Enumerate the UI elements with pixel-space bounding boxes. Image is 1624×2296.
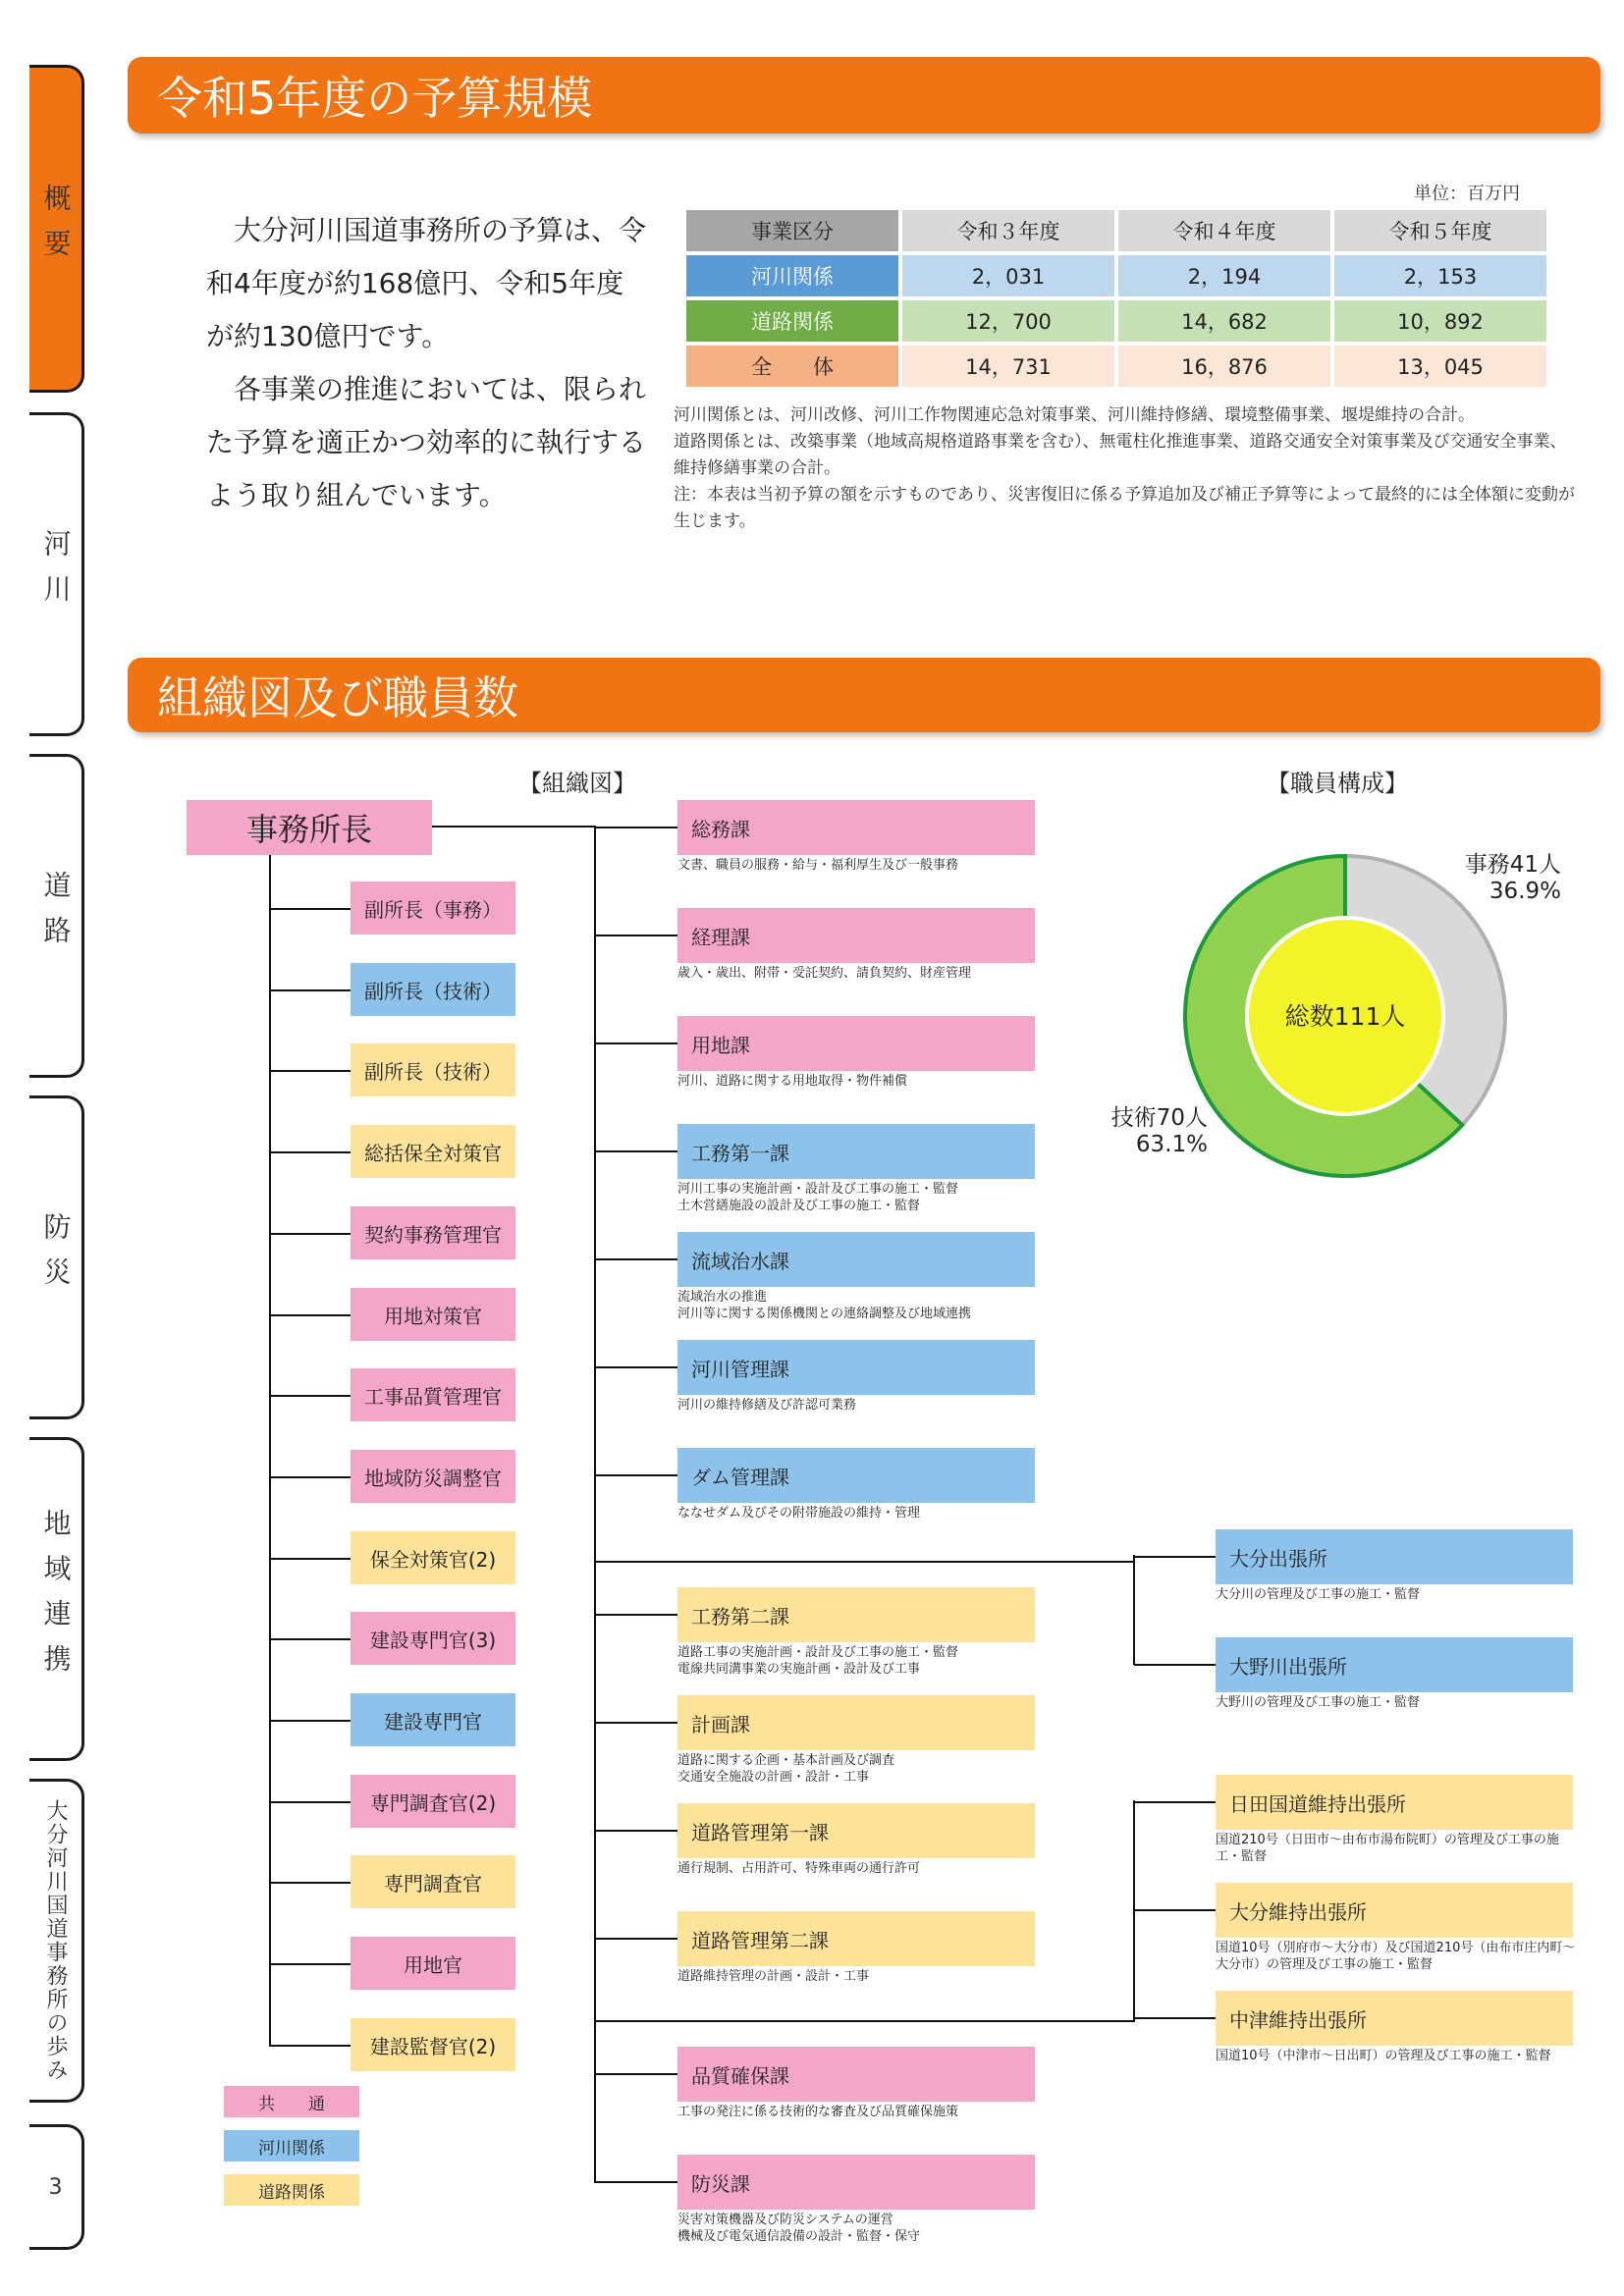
connector-line <box>270 989 351 991</box>
connector-line <box>269 855 271 2047</box>
sub-position-box: 建設専門官 <box>351 1693 515 1746</box>
sidebar-tab-label: 道路 <box>39 871 73 961</box>
pie-label-office <box>1414 846 1561 904</box>
connector-line <box>595 1474 677 1476</box>
sidebar-tab-community[interactable] <box>29 1437 84 1761</box>
connector-line <box>595 1614 677 1616</box>
branch-office-box: 中津維持出張所 <box>1216 1991 1573 2046</box>
legend-item-common: 共 通 <box>224 2086 359 2117</box>
sidebar-tab-label: 概要 <box>39 184 73 274</box>
table-cell: 2，153 <box>1334 255 1546 296</box>
connector-line <box>270 1476 351 1478</box>
branch-office-description: 国道210号（日田市～由布市湯布院町）の管理及び工事の施工・監督 <box>1216 1833 1559 1864</box>
department-description: 道路に関する企画・基本計画及び調査 交通安全施設の計画・設計・工事 <box>677 1753 895 1785</box>
note-line: 道路関係とは、改築事業（地域高規格道路事業を含む）、無電柱化推進事業、道路交通安全対策事業及び交通安全事業、維持修繕事業の合計。 <box>674 432 1567 478</box>
table-header: 令和４年度 <box>1118 210 1330 251</box>
connector-line <box>595 934 677 936</box>
note-line: 河川関係とは、河川改修、河川工作物関連応急対策事業、河川維持修繕、環境整備事業、堰堤維持の合計。 <box>674 405 1475 425</box>
connector-line <box>595 1366 677 1368</box>
sidebar-tab-label: 地域連携 <box>39 1509 73 1689</box>
branch-office-description: 国道10号（別府市～大分市）及び国道210号（由布市庄内町～大分市）の管理及び工事の施工・監督 <box>1216 1941 1576 1972</box>
sidebar-tab-label: 防災 <box>39 1212 73 1303</box>
connector-line <box>595 2020 1135 2022</box>
pie-label-tech-percent: 63.1% <box>1135 1132 1208 1157</box>
department-box: 品質確保課 <box>677 2047 1035 2102</box>
sub-position-box: 用地対策官 <box>351 1288 515 1341</box>
sub-position-box: 保全対策官(2) <box>351 1531 515 1584</box>
table-cell: 2，194 <box>1118 255 1330 296</box>
org-head-box: 事務所長 <box>187 800 432 855</box>
connector-line <box>270 1720 351 1722</box>
sidebar-tab-river[interactable] <box>29 412 84 736</box>
connector-line <box>270 1963 351 1965</box>
table-header: 令和３年度 <box>902 210 1114 251</box>
connector-line <box>1134 1556 1216 1558</box>
sub-position-box: 工事品質管理官 <box>351 1368 515 1421</box>
department-description: 文書、職員の服務・給与・福利厚生及び一般事務 <box>677 858 959 873</box>
row-label: 全 体 <box>686 346 898 387</box>
sub-position-box: 総括保全対策官 <box>351 1125 515 1178</box>
department-description: 道路工事の実施計画・設計及び工事の施工・監督 電線共同溝事業の実施計画・設計及び工事 <box>677 1645 959 1677</box>
connector-line <box>270 1070 351 1072</box>
sidebar-tab-disaster[interactable] <box>29 1095 84 1419</box>
table-header: 事業区分 <box>686 210 898 251</box>
intro-paragraph: 各事業の推進においては、限られた予算を適正かつ効率的に執行するよう取り組んでいます。 <box>206 373 647 511</box>
sidebar-tab-history[interactable] <box>29 1779 84 2103</box>
sub-position-box: 副所長（事務） <box>351 881 515 934</box>
sub-position-box: 専門調査官(2) <box>351 1775 515 1828</box>
legend-item-road: 道路関係 <box>224 2174 359 2206</box>
table-cell: 16，876 <box>1118 346 1330 387</box>
connector-line <box>595 1150 677 1152</box>
connector-line <box>270 1233 351 1235</box>
table-header-row <box>686 210 1546 251</box>
budget-intro <box>206 204 648 522</box>
page-number-tab <box>29 2124 84 2250</box>
department-box: 用地課 <box>677 1016 1035 1071</box>
pie-label-office-name: 事務41人 <box>1464 852 1561 878</box>
pie-label-tech <box>1060 1099 1208 1157</box>
department-box: ダム管理課 <box>677 1448 1035 1503</box>
connector-line <box>595 1561 1135 1563</box>
sidebar-tab-label: 大分河川国道事務所の歩み <box>43 1799 68 2082</box>
connector-line <box>270 1314 351 1316</box>
department-description: 河川工事の実施計画・設計及び工事の施工・監督 土木営繕施設の設計及び工事の施工・監督 <box>677 1182 959 1213</box>
budget-section-title: 令和5年度の予算規模 <box>128 57 1600 133</box>
department-box: 経理課 <box>677 908 1035 963</box>
connector-line <box>1134 1801 1216 1803</box>
connector-line <box>595 1830 677 1832</box>
department-box: 工務第一課 <box>677 1124 1035 1179</box>
note-line: 注：本表は当初予算の額を示すものであり、災害復旧に係る予算追加及び補正予算等によって最終的には全体額に変動が生じます。 <box>674 485 1575 531</box>
sub-position-box: 専門調査官 <box>351 1855 515 1908</box>
table-row <box>686 300 1546 342</box>
connector-line <box>595 1938 677 1940</box>
connector-line <box>270 1638 351 1640</box>
department-description: 通行規制、占用許可、特殊車両の通行許可 <box>677 1861 921 1876</box>
branch-office-box: 大野川出張所 <box>1216 1637 1573 1692</box>
branch-office-description: 大野川の管理及び工事の施工・監督 <box>1216 1695 1421 1710</box>
department-box: 道路管理第一課 <box>677 1803 1035 1858</box>
table-cell: 10，892 <box>1334 300 1546 342</box>
branch-office-box: 大分維持出張所 <box>1216 1883 1573 1938</box>
sidebar-tab-road[interactable] <box>29 754 84 1078</box>
department-box: 工務第二課 <box>677 1587 1035 1642</box>
connector-line <box>1134 1664 1216 1666</box>
table-row <box>686 255 1546 296</box>
table-header: 令和５年度 <box>1334 210 1546 251</box>
department-description: 河川の維持修繕及び許認可業務 <box>677 1398 857 1413</box>
sidebar-tab-label: 河川 <box>39 529 73 619</box>
department-description: 河川、道路に関する用地取得・物件補償 <box>677 1074 908 1089</box>
connector-line <box>595 1722 677 1724</box>
connector-line <box>270 1558 351 1560</box>
connector-line <box>270 908 351 910</box>
budget-notes <box>674 402 1577 535</box>
sidebar-tab-overview[interactable] <box>29 65 84 393</box>
pie-label-tech-name: 技術70人 <box>1110 1105 1208 1131</box>
connector-line <box>1133 1800 1135 2022</box>
branch-office-description: 大分川の管理及び工事の施工・監督 <box>1216 1587 1421 1602</box>
connector-line <box>270 1151 351 1153</box>
department-box: 流域治水課 <box>677 1232 1035 1287</box>
department-box: 計画課 <box>677 1695 1035 1750</box>
connector-line <box>594 826 596 2183</box>
department-description: 工事の発注に係る技術的な審査及び品質確保施策 <box>677 2105 959 2119</box>
intro-paragraph: 大分河川国道事務所の予算は、令和4年度が約168億円、令和5年度が約130億円です。 <box>206 214 647 352</box>
connector-line <box>595 2181 677 2183</box>
department-box: 道路管理第二課 <box>677 1911 1035 1966</box>
table-row <box>686 346 1546 387</box>
department-description: 歳入・歳出、附帯・受託契約、請負契約、財産管理 <box>677 966 972 981</box>
sub-position-box: 契約事務管理官 <box>351 1206 515 1259</box>
sub-position-box: 地域防災調整官 <box>351 1450 515 1503</box>
legend-item-river: 河川関係 <box>224 2130 359 2162</box>
budget-table <box>682 206 1550 391</box>
connector-line <box>270 1395 351 1397</box>
department-description: 道路維持管理の計画・設計・工事 <box>677 1969 870 1984</box>
sub-position-box: 用地官 <box>351 1937 515 1990</box>
department-box: 防災課 <box>677 2155 1035 2210</box>
branch-office-box: 大分出張所 <box>1216 1529 1573 1584</box>
table-cell: 2，031 <box>902 255 1114 296</box>
connector-line <box>270 1882 351 1884</box>
connector-line <box>270 1801 351 1803</box>
department-box: 総務課 <box>677 800 1035 855</box>
sub-position-box: 副所長（技術） <box>351 963 515 1016</box>
connector-line <box>595 827 677 828</box>
pie-label-office-percent: 36.9% <box>1489 879 1561 904</box>
department-description: 流域治水の推進 河川等に関する関係機関との連絡調整及び地域連携 <box>677 1290 972 1321</box>
sub-position-box: 建設監督官(2) <box>351 2018 515 2071</box>
table-cell: 14，682 <box>1118 300 1330 342</box>
connector-line <box>1134 2017 1216 2019</box>
connector-line <box>595 1258 677 1260</box>
table-cell: 13，045 <box>1334 346 1546 387</box>
connector-line <box>595 2073 677 2075</box>
department-description: ななせダム及びその附帯施設の維持・管理 <box>677 1506 921 1521</box>
org-chart-caption: 【組織図】 <box>518 770 636 797</box>
sub-position-box: 副所長（技術） <box>351 1043 515 1096</box>
department-box: 河川管理課 <box>677 1340 1035 1395</box>
department-description: 災害対策機器及び防災システムの運営 機械及び電気通信設備の設計・監督・保守 <box>677 2213 921 2244</box>
pie-center-label: 総数111人 <box>1284 1002 1406 1031</box>
connector-line <box>1134 1909 1216 1911</box>
page-number: 3 <box>48 2174 63 2200</box>
connector-line <box>270 2045 351 2047</box>
branch-office-description: 国道10号（中津市～日出町）の管理及び工事の施工・監督 <box>1216 2049 1551 2063</box>
row-label: 道路関係 <box>686 300 898 342</box>
connector-line <box>432 826 595 828</box>
org-section-title: 組織図及び職員数 <box>128 658 1600 732</box>
sub-position-box: 建設専門官(3) <box>351 1612 515 1665</box>
connector-line <box>595 1042 677 1044</box>
table-cell: 12，700 <box>902 300 1114 342</box>
staff-chart-caption: 【職員構成】 <box>1267 770 1408 797</box>
budget-unit: 単位：百万円 <box>1414 184 1520 204</box>
branch-office-box: 日田国道維持出張所 <box>1216 1775 1573 1830</box>
connector-line <box>1133 1555 1135 1665</box>
table-cell: 14，731 <box>902 346 1114 387</box>
row-label: 河川関係 <box>686 255 898 296</box>
